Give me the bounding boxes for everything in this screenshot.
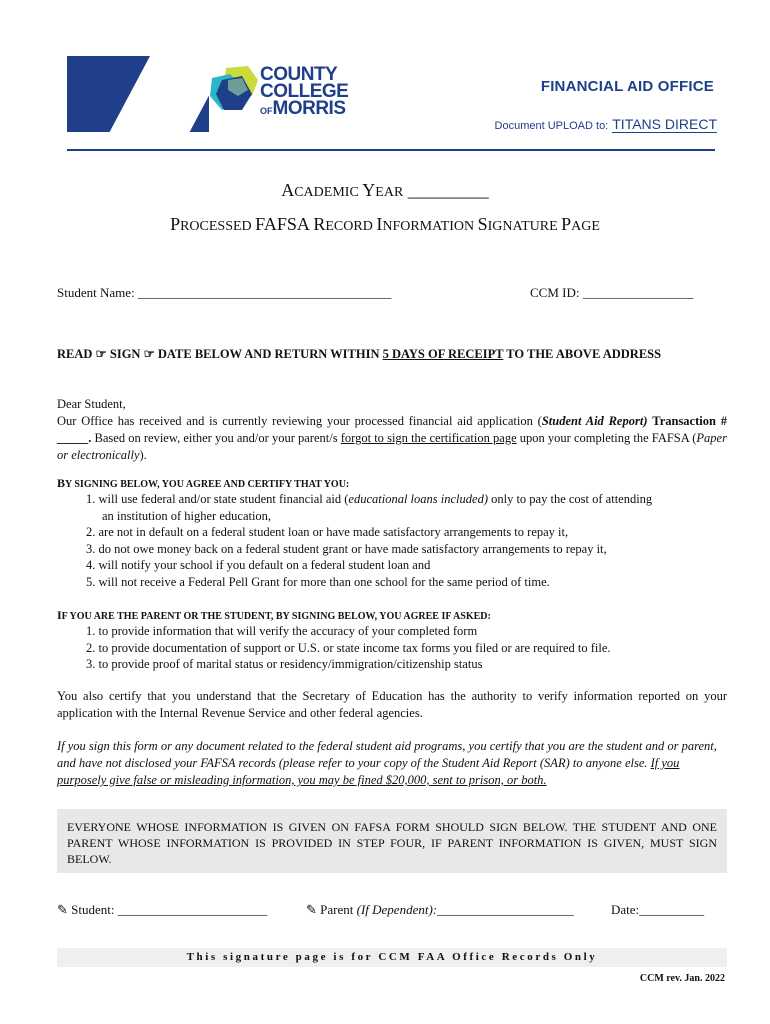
letter-text-5: ). xyxy=(139,448,147,462)
title2-r: R xyxy=(313,214,326,234)
item1-italic: educational loans included) xyxy=(348,492,488,506)
list-item-cont: an institution of higher education, xyxy=(102,508,272,523)
list-item: 2. to provide documentation of support or U.S. or state income tax forms you filed or are required to file. xyxy=(86,640,611,655)
letter-paper-electronic: Paper or electronically xyxy=(57,431,727,462)
signing-notice: EVERYONE WHOSE INFORMATION IS GIVEN ON FAFSA FORM SHOULD SIGN BELOW. THE STUDENT AND ONE PARENT WHOSE INFORMATION IS PROVIDED IN STEP FOUR, IF PARENT INFORMATION IS GIVEN, MUST SIGN BELOW. xyxy=(57,809,727,873)
logo-line-morris xyxy=(260,100,348,120)
ccm-id-field[interactable]: CCM ID: _________________ xyxy=(530,285,694,300)
title2-rocessed: ROCESSED xyxy=(180,219,256,234)
section2-rest: F YOU ARE THE PARENT OR THE STUDENT, BY SIGNING BELOW, YOU AGREE IF ASKED: xyxy=(61,611,491,622)
student-name-field[interactable]: Student Name: _______________________________________ xyxy=(57,285,392,300)
instruction-line xyxy=(57,346,661,362)
section2-list xyxy=(57,623,727,673)
county-college-logo-icon xyxy=(208,66,260,112)
logo-morris: MORRIS xyxy=(272,98,346,119)
logo-of: OF xyxy=(260,106,273,116)
upload-label: Document UPLOAD to: xyxy=(494,120,609,132)
page-title xyxy=(0,214,770,235)
greeting: Dear Student, xyxy=(57,397,126,411)
title-a: A xyxy=(281,180,295,200)
logo-line-college: COLLEGE xyxy=(260,81,349,102)
letter-forgot-sign: forgot to sign the certification page xyxy=(340,431,517,445)
letter-body xyxy=(57,396,727,464)
instruction-part1: READ ☞ SIGN ☞ DATE BELOW AND RETURN WITHIN xyxy=(57,347,383,361)
parent-blank: _____________________ xyxy=(437,902,574,917)
section2-cap: I xyxy=(57,608,62,622)
list-item: 3. to provide proof of marital status or residency/immigration/citizenship status xyxy=(86,657,483,671)
warning-paragraph xyxy=(57,738,727,789)
college-wordmark xyxy=(260,66,348,120)
list-item xyxy=(57,491,727,508)
letter-paragraph xyxy=(57,413,727,464)
logo-line-county: COUNTY xyxy=(260,64,338,85)
list-item: 3. do not owe money back on a federal student grant or have made satisfactory arrangements to repay it, xyxy=(86,541,607,556)
title2-p2: P xyxy=(561,214,572,234)
item1-a: 1. will use federal and/or state student financial aid ( xyxy=(86,492,349,506)
pen-icon: ✎ xyxy=(306,902,317,917)
title2-ecord: ECORD xyxy=(325,219,377,234)
title-year-blank: _________ xyxy=(403,180,489,200)
academic-year-title xyxy=(0,180,770,201)
section2-heading xyxy=(57,608,491,623)
letter-sar: Student Aid Report) xyxy=(541,414,648,428)
upload-line xyxy=(495,116,717,132)
letter-text-1: Our Office has received and is currently reviewing your processed financial aid application ( xyxy=(57,414,542,428)
parent-signature-field[interactable] xyxy=(306,902,574,918)
title2-age: AGE xyxy=(571,219,600,234)
letter-text-3: Based on review, either you and/or your parent/s xyxy=(91,431,341,445)
revision-label: CCM rev. Jan. 2022 xyxy=(639,973,725,984)
section1-cap: B xyxy=(57,476,66,490)
title-ear: EAR xyxy=(375,185,404,200)
title2-p: P xyxy=(170,214,181,234)
item1-b: only to pay the cost of attending xyxy=(487,492,653,506)
title2-ignature: IGNATURE xyxy=(487,219,562,234)
parent-label: Parent xyxy=(320,902,357,917)
title-cademic: CADEMIC xyxy=(294,185,363,200)
parent-if-dependent: (If Dependent): xyxy=(356,902,438,917)
title2-s: S xyxy=(477,214,488,234)
list-item: 4. will notify your school if you default on a federal student loan and xyxy=(86,558,431,572)
certify-paragraph: You also certify that you understand that the Secretary of Education has the authority to verify information reported on your application with the Internal Revenue Service and other federal agencies. xyxy=(57,689,727,720)
office-records-bar: This signature page is for CCM FAA Office Records Only xyxy=(57,948,727,967)
letter-text-4: upon your completing the FAFSA ( xyxy=(516,431,697,445)
section1-list xyxy=(57,491,727,590)
list-item: 2. are not in default on a federal student loan or have made satisfactory arrangements to repay it, xyxy=(86,525,569,539)
titans-direct-link[interactable]: TITANS DIRECT xyxy=(612,116,717,132)
title2-i: I xyxy=(376,214,383,234)
instruction-deadline: 5 DAYS OF RECEIPT xyxy=(382,347,504,361)
list-item: 1. to provide information that will verify the accuracy of your completed form xyxy=(86,624,478,638)
pen-icon: ✎ xyxy=(57,902,68,917)
letter-transaction: Transaction # _____. xyxy=(57,414,727,445)
date-field[interactable]: Date:__________ xyxy=(611,902,705,917)
section1-rest: Y SIGNING BELOW, YOU AGREE AND CERTIFY THAT YOU: xyxy=(65,479,350,490)
header-divider xyxy=(67,149,715,151)
warning-penalty: If you purposely give false or misleading information, you may be fined $20,000, sent to prison, or both. xyxy=(57,756,680,787)
student-signature-label: Student: _______________________ xyxy=(71,902,268,917)
title-y: Y xyxy=(362,180,376,200)
list-item: 5. will not receive a Federal Pell Grant for more than one school for the same period of time. xyxy=(86,574,550,589)
title2-fafsa: FAFSA xyxy=(255,214,314,234)
warning-text: If you sign this form or any document related to the federal student aid programs, you certify that you are the student and or parent, and have not disclosed your FAFSA records (please refer to your copy of the Student Aid Report (SAR) to anyone else. xyxy=(57,739,717,770)
financial-aid-office-title: FINANCIAL AID OFFICE xyxy=(540,78,714,95)
student-signature-field[interactable] xyxy=(57,902,267,918)
title2-nformation: NFORMATION xyxy=(382,219,478,234)
instruction-part2: TO THE ABOVE ADDRESS xyxy=(503,347,662,361)
section1-heading xyxy=(57,476,349,491)
